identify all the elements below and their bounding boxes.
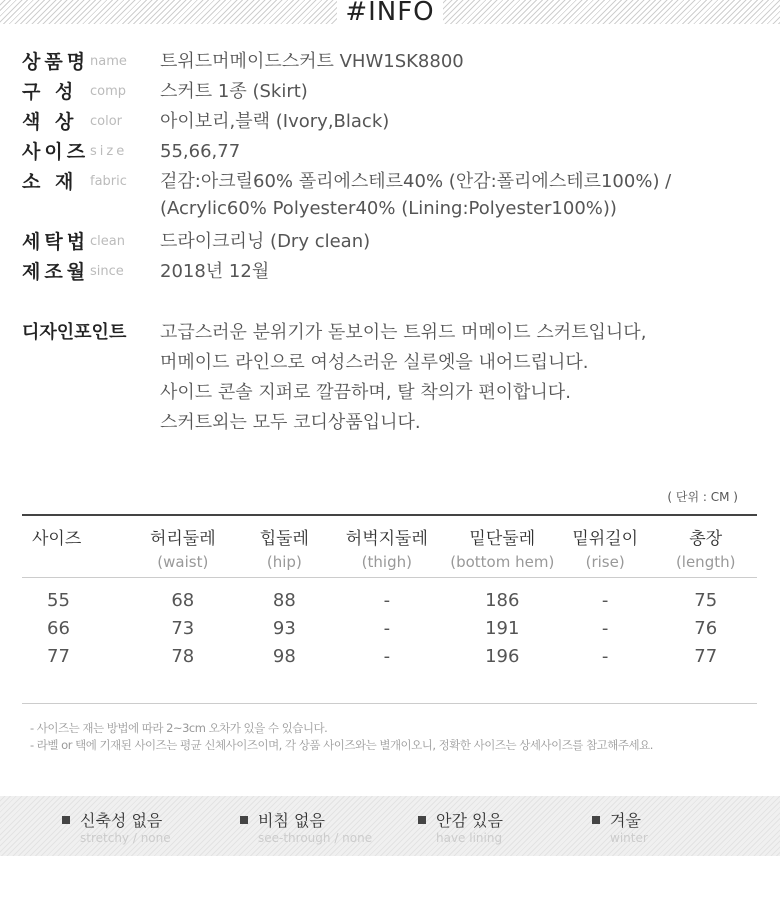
- square-bullet-icon: [62, 816, 70, 824]
- column-header-ko: 밑단둘레: [469, 529, 536, 549]
- table-cell: 77: [47, 646, 70, 667]
- note-line: - 사이즈는 재는 방법에 따라 2~3cm 오차가 있을 수 있습니다.: [30, 721, 328, 735]
- info-value-line: 트위드머메이드스커트 VHW1SK8800: [160, 51, 464, 72]
- feature-sublabel: have lining: [436, 831, 503, 845]
- info-row-color: [22, 110, 762, 140]
- info-label: 제조월: [22, 261, 90, 283]
- feature-sublabel: stretchy / none: [80, 831, 171, 845]
- size-notes: [30, 720, 653, 754]
- header: [0, 0, 780, 27]
- info-value: [160, 80, 308, 107]
- table-cell: -: [601, 590, 609, 611]
- feature-label: 겨울: [610, 811, 641, 830]
- info-row-name: [22, 50, 762, 80]
- info-sublabel: color: [90, 114, 123, 129]
- table-cell: 78: [171, 646, 195, 667]
- column-header: [654, 515, 757, 578]
- table-cell: 73: [171, 618, 195, 639]
- column-header-ko: 밑위길이: [572, 529, 639, 549]
- info-label: 색 상: [22, 111, 78, 133]
- info-value-line: 겉감:아크릴60% 폴리에스테르40% (안감:폴리에스테르100%) /: [160, 171, 672, 192]
- column-header-en: (length): [675, 553, 736, 571]
- feature-season: [592, 808, 648, 845]
- column-header-ko: 힙둘레: [259, 529, 309, 549]
- size-table-header: [22, 515, 757, 578]
- table-cell: -: [383, 590, 391, 611]
- info-value: [160, 230, 370, 257]
- design-point-line: 스커트외는 모두 코디상품입니다.: [160, 412, 421, 433]
- info-row-fabric: [22, 170, 762, 230]
- table-cell: 68: [171, 590, 195, 611]
- feature-seethrough: [240, 808, 372, 845]
- info-sublabel: size: [90, 144, 128, 159]
- info-value: [160, 50, 464, 77]
- column-header-ko: 총장: [689, 529, 723, 549]
- info-value-line: 드라이크리닝 (Dry clean): [160, 231, 371, 252]
- table-cell: 77: [694, 646, 718, 667]
- info-sublabel: clean: [90, 234, 125, 249]
- table-row: [22, 615, 757, 643]
- table-cell: 186: [485, 590, 520, 611]
- feature-lining: [418, 808, 503, 845]
- info-row-clean: [22, 230, 762, 260]
- column-header-en: (hip): [266, 553, 302, 571]
- feature-label: 비침 없음: [258, 811, 325, 830]
- table-row: [22, 643, 757, 671]
- table-cell: 75: [694, 590, 718, 611]
- table-cell: 76: [694, 618, 718, 639]
- note-line: - 라벨 or 택에 기재된 사이즈는 평균 신체사이즈이며, 각 상품 사이즈와는 별개이오니, 정확한 사이즈는 상세사이즈를 참고해주세요.: [30, 738, 653, 752]
- column-header: [556, 515, 655, 578]
- info-value-line: 55,66,77: [160, 141, 241, 162]
- info-value-line: 아이보리,블랙 (Ivory,Black): [160, 111, 390, 132]
- info-value-line: 스커트 1종 (Skirt): [160, 81, 308, 102]
- design-points-text: [160, 318, 646, 438]
- table-divider: [22, 703, 757, 704]
- info-row-size: [22, 140, 762, 170]
- design-points: [22, 318, 762, 438]
- feature-label: 신축성 없음: [80, 811, 163, 830]
- info-sublabel: since: [90, 264, 124, 279]
- info-value: [160, 110, 389, 137]
- info-sublabel: name: [90, 54, 127, 69]
- column-header-en: (bottom hem): [450, 553, 555, 571]
- table-cell: 88: [272, 590, 296, 611]
- size-unit: ( 단위 : CM ): [667, 490, 738, 504]
- info-label: 상품명: [22, 51, 90, 73]
- table-cell: -: [601, 618, 609, 639]
- column-header-en: (rise): [585, 553, 625, 571]
- design-points-label: 디자인포인트: [22, 322, 127, 343]
- column-header-ko: 허벅지둘레: [345, 529, 428, 549]
- column-header: [325, 515, 449, 578]
- info-label: 소 재: [22, 171, 78, 193]
- table-cell: 196: [485, 646, 520, 667]
- feature-sublabel: winter: [610, 831, 648, 845]
- column-header: [244, 515, 325, 578]
- size-table: [22, 514, 757, 671]
- feature-sublabel: see-through / none: [258, 831, 373, 845]
- info-value: [160, 260, 269, 287]
- page-title: #INFO: [337, 0, 442, 24]
- column-header-ko: 허리둘레: [149, 529, 216, 549]
- feature-bar: [0, 796, 780, 856]
- info-value-line: 2018년 12월: [160, 261, 270, 282]
- table-cell: -: [383, 646, 391, 667]
- design-point-line: 사이드 콘솔 지퍼로 깔끔하며, 탈 착의가 편이합니다.: [160, 382, 571, 403]
- column-header: [122, 515, 244, 578]
- product-info: [22, 50, 762, 290]
- info-sublabel: fabric: [90, 174, 127, 189]
- design-point-line: 고급스러운 분위기가 돋보이는 트위드 머메이드 스커트입니다,: [160, 322, 647, 343]
- info-value: [160, 140, 240, 167]
- column-header-en: (thigh): [361, 553, 412, 571]
- table-cell: -: [601, 646, 609, 667]
- table-cell: 93: [272, 618, 296, 639]
- square-bullet-icon: [240, 816, 248, 824]
- square-bullet-icon: [592, 816, 600, 824]
- design-point-line: 머메이드 라인으로 여성스러운 실루엣을 내어드립니다.: [160, 352, 589, 373]
- table-cell: 98: [272, 646, 296, 667]
- info-row-comp: [22, 80, 762, 110]
- table-cell: -: [383, 618, 391, 639]
- info-sublabel: comp: [90, 84, 127, 99]
- table-row: [22, 578, 757, 616]
- table-cell: 55: [47, 590, 70, 611]
- column-header-en: (waist): [157, 553, 209, 571]
- info-label: 구 성: [22, 81, 78, 103]
- info-label: 세탁법: [22, 231, 90, 253]
- column-header: [449, 515, 556, 578]
- table-cell: 191: [485, 618, 520, 639]
- column-header: [22, 515, 122, 578]
- info-row-since: [22, 260, 762, 290]
- square-bullet-icon: [418, 816, 426, 824]
- column-header-ko: 사이즈: [32, 529, 82, 549]
- table-cell: 66: [47, 618, 70, 639]
- info-label: 사이즈: [22, 141, 90, 163]
- info-value-line: (Acrylic60% Polyester40% (Lining:Polyester100%)): [160, 198, 617, 219]
- feature-stretch: [62, 808, 171, 845]
- feature-label: 안감 있음: [436, 811, 503, 830]
- info-value: [160, 170, 671, 224]
